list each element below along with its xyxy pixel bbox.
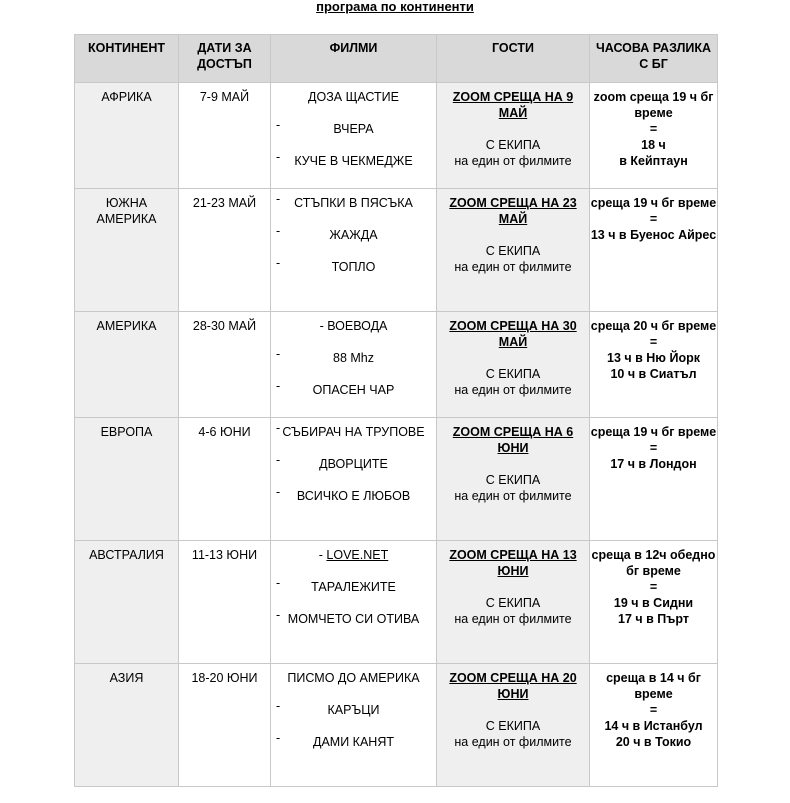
page-title: програма по континенти bbox=[316, 0, 474, 14]
crew-sub-label: на един от филмите bbox=[454, 260, 572, 274]
films-cell bbox=[271, 312, 437, 418]
film-item: - КАРЪЦИ bbox=[276, 699, 380, 717]
film-item: - 88 Mhz bbox=[276, 347, 374, 365]
film-item: - СЪБИРАЧ НА ТРУПОВЕ bbox=[276, 421, 425, 439]
bullet-dash: - bbox=[276, 192, 281, 206]
program-table bbox=[74, 34, 718, 787]
bullet-dash: - bbox=[276, 150, 281, 164]
header-films: ФИЛМИ bbox=[271, 35, 437, 83]
guests-cell bbox=[437, 312, 590, 418]
guests-cell bbox=[437, 189, 590, 312]
film-item: - ВОЕВОДА bbox=[319, 319, 388, 333]
film-item: - СТЪПКИ В ПЯСЪКА bbox=[276, 192, 413, 210]
film-item: - КУЧЕ В ЧЕКМЕДЖЕ bbox=[276, 150, 413, 168]
bullet-dash: - bbox=[276, 731, 281, 745]
bullet-dash: - bbox=[276, 699, 281, 713]
films-cell bbox=[271, 189, 437, 312]
timezone-cell: среща 19 ч бг време = 17 ч в Лондон bbox=[590, 418, 718, 541]
film-item: ДОЗА ЩАСТИЕ bbox=[308, 90, 399, 104]
header-dates: ДАТИ ЗА ДОСТЪП bbox=[179, 35, 271, 83]
bullet-dash: - bbox=[276, 421, 281, 435]
bullet-dash: - bbox=[276, 576, 281, 590]
continent-cell: АФРИКА bbox=[75, 83, 179, 189]
timezone-cell: zoom среща 19 ч бг време = 18 ч в Кейптаун bbox=[590, 83, 718, 189]
crew-sub-label: на един от филмите bbox=[454, 383, 572, 397]
film-item: - ВСИЧКО Е ЛЮБОВ bbox=[276, 485, 411, 503]
continent-cell: ЕВРОПА bbox=[75, 418, 179, 541]
crew-sub-label: на един от филмите bbox=[454, 612, 572, 626]
header-guests: ГОСТИ bbox=[437, 35, 590, 83]
film-item: - LOVE.NET bbox=[318, 548, 389, 562]
guests-cell bbox=[437, 541, 590, 664]
film-item: - ДВОРЦИТЕ bbox=[276, 453, 388, 471]
film-item: - МОМЧЕТО СИ ОТИВА bbox=[276, 608, 420, 626]
bullet-dash: - bbox=[276, 485, 281, 499]
film-item: - ТОПЛО bbox=[276, 256, 376, 274]
bullet-dash: - bbox=[276, 608, 281, 622]
crew-sub-label: на един от филмите bbox=[454, 735, 572, 749]
timezone-cell: среща 19 ч бг време = 13 ч в Буенос Айрес bbox=[590, 189, 718, 312]
continent-cell: АМЕРИКА bbox=[75, 312, 179, 418]
bullet-dash: - bbox=[276, 256, 281, 270]
bullet-dash: - bbox=[276, 453, 281, 467]
guests-cell bbox=[437, 418, 590, 541]
table-row bbox=[75, 312, 718, 418]
dates-cell: 21-23 МАЙ bbox=[179, 189, 271, 312]
crew-label: С ЕКИПА bbox=[485, 367, 541, 381]
header-continent: КОНТИНЕНТ bbox=[75, 35, 179, 83]
film-item: - ЖАЖДА bbox=[276, 224, 378, 242]
table-row bbox=[75, 418, 718, 541]
table-row bbox=[75, 83, 718, 189]
dates-cell: 11-13 ЮНИ bbox=[179, 541, 271, 664]
dates-cell: 4-6 ЮНИ bbox=[179, 418, 271, 541]
films-cell bbox=[271, 418, 437, 541]
dates-cell: 18-20 ЮНИ bbox=[179, 664, 271, 787]
crew-sub-label: на един от филмите bbox=[454, 489, 572, 503]
film-item: - ОПАСЕН ЧАР bbox=[276, 379, 395, 397]
guests-cell bbox=[437, 83, 590, 189]
film-item: - ВЧЕРА bbox=[276, 118, 374, 136]
crew-label: С ЕКИПА bbox=[485, 244, 541, 258]
table-row bbox=[75, 189, 718, 312]
zoom-meeting-link[interactable]: ZOOM СРЕЩА НА 13 ЮНИ bbox=[449, 548, 577, 578]
table-row bbox=[75, 664, 718, 787]
header-timezone: ЧАСОВА РАЗЛИКА С БГ bbox=[590, 35, 718, 83]
timezone-cell: среща в 12ч обедно бг време = 19 ч в Сидни 17 ч в Пърт bbox=[590, 541, 718, 664]
table-row bbox=[75, 541, 718, 664]
films-cell bbox=[271, 664, 437, 787]
continent-cell: АВСТРАЛИЯ bbox=[75, 541, 179, 664]
bullet-dash: - bbox=[276, 118, 281, 132]
crew-sub-label: на един от филмите bbox=[454, 154, 572, 168]
timezone-cell: среща в 14 ч бг време = 14 ч в Истанбул 20 ч в Токио bbox=[590, 664, 718, 787]
crew-label: С ЕКИПА bbox=[485, 138, 541, 152]
zoom-meeting-link[interactable]: ZOOM СРЕЩА НА 20 ЮНИ bbox=[449, 671, 577, 701]
dates-cell: 28-30 МАЙ bbox=[179, 312, 271, 418]
continent-cell: ЮЖНА АМЕРИКА bbox=[75, 189, 179, 312]
bullet-dash: - bbox=[276, 379, 281, 393]
films-cell bbox=[271, 83, 437, 189]
zoom-meeting-link[interactable]: ZOOM СРЕЩА НА 6 ЮНИ bbox=[452, 425, 574, 455]
zoom-meeting-link[interactable]: ZOOM СРЕЩА НА 9 МАЙ bbox=[452, 90, 574, 120]
crew-label: С ЕКИПА bbox=[485, 719, 541, 733]
crew-label: С ЕКИПА bbox=[485, 473, 541, 487]
films-cell bbox=[271, 541, 437, 664]
film-item: - ТАРАЛЕЖИТЕ bbox=[276, 576, 396, 594]
continent-cell: АЗИЯ bbox=[75, 664, 179, 787]
film-link[interactable]: LOVE.NET bbox=[326, 548, 389, 562]
crew-label: С ЕКИПА bbox=[485, 596, 541, 610]
zoom-meeting-link[interactable]: ZOOM СРЕЩА НА 23 МАЙ bbox=[449, 196, 577, 226]
bullet-dash: - bbox=[276, 347, 281, 361]
header-row bbox=[75, 35, 718, 83]
guests-cell bbox=[437, 664, 590, 787]
dates-cell: 7-9 МАЙ bbox=[179, 83, 271, 189]
timezone-cell: среща 20 ч бг време = 13 ч в Ню Йорк 10 ч в Сиатъл bbox=[590, 312, 718, 418]
film-item: ПИСМО ДО АМЕРИКА bbox=[287, 671, 420, 685]
film-item: - ДАМИ КАНЯТ bbox=[276, 731, 394, 749]
zoom-meeting-link[interactable]: ZOOM СРЕЩА НА 30 МАЙ bbox=[449, 319, 577, 349]
bullet-dash: - bbox=[276, 224, 281, 238]
